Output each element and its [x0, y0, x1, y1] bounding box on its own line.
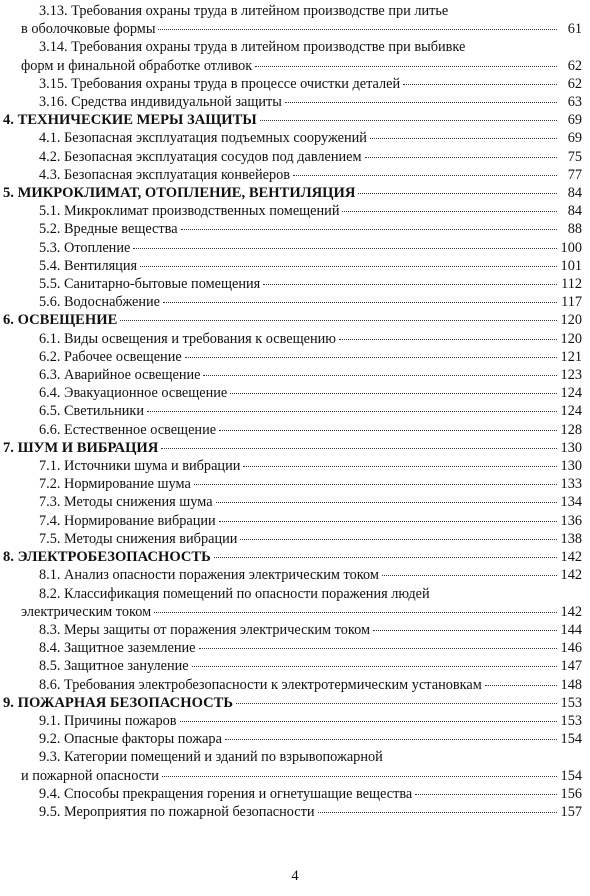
toc-line: [21, 457, 582, 475]
toc-page-number: 130: [560, 439, 582, 456]
toc-subsection-entry: [3, 421, 582, 439]
toc-page-number: 123: [560, 367, 582, 384]
toc-line: [21, 293, 582, 311]
toc-subsection-entry: [3, 657, 582, 675]
toc-entry-title: 8. ЭЛЕКТРОБЕЗОПАСНОСТЬ: [3, 549, 211, 566]
toc-page-number: 146: [560, 640, 582, 657]
toc-subsection-entry: [3, 566, 582, 584]
toc-page-number: 77: [567, 166, 582, 183]
toc-entry-title: 6.3. Аварийное освещение: [39, 367, 201, 384]
toc-subsection-entry: [3, 257, 582, 275]
toc-line: [21, 75, 582, 93]
toc-subsection-entry: [3, 93, 582, 111]
toc-entry-title: 3.16. Средства индивидуальной защиты: [39, 94, 282, 111]
toc-subsection-entry: [3, 330, 582, 348]
toc-page-number: 128: [560, 421, 582, 438]
toc-line: [21, 603, 582, 621]
toc-entry-title: 8.3. Меры защиты от поражения электрическим током: [39, 621, 371, 638]
dot-leader: [339, 339, 557, 340]
toc-page-number: 100: [560, 239, 582, 256]
dot-leader: [180, 721, 557, 722]
toc-line: [21, 475, 582, 493]
toc-subsection-entry: [3, 384, 582, 402]
toc-entry-title: 7.3. Методы снижения шума: [39, 494, 213, 511]
toc-page-number: 124: [560, 385, 582, 402]
toc-page-number: 153: [560, 694, 582, 711]
toc-page-number: 88: [567, 221, 582, 238]
toc-entry-title: 4.3. Безопасная эксплуатация конвейеров: [39, 166, 291, 183]
toc-entry-title: 8.6. Требования электробезопасности к электротермическим установкам: [39, 676, 482, 693]
toc-section-heading: [3, 184, 582, 202]
toc-page-number: 144: [560, 621, 582, 638]
toc-entry-title: 9.3. Категории помещений и зданий по взрывопожарной: [39, 749, 383, 766]
toc-page-number: 154: [560, 731, 582, 748]
dot-leader: [403, 84, 557, 85]
toc-subsection-entry: [3, 129, 582, 147]
dot-leader: [199, 648, 558, 649]
toc-entry-title: в оболочковые формы: [21, 21, 156, 38]
toc-page-number: 63: [567, 94, 582, 111]
toc-page-number: 142: [560, 603, 582, 620]
toc-subsection-entry: [3, 475, 582, 493]
toc-page-number: 154: [560, 767, 582, 784]
dot-leader: [154, 612, 557, 613]
toc-line: [21, 512, 582, 530]
toc-subsection-entry: [3, 676, 582, 694]
toc-page-number: 121: [560, 348, 582, 365]
toc-entry-title: 5.2. Вредные вещества: [39, 221, 178, 238]
toc-subsection-entry: [3, 166, 582, 184]
toc-page-number: 117: [561, 294, 582, 311]
toc-subsection-entry: [3, 2, 582, 38]
toc-entry-title: 8.4. Защитное заземление: [39, 640, 196, 657]
dot-leader: [140, 266, 557, 267]
dot-leader: [219, 430, 557, 431]
toc-entry-title: и пожарной опасности: [21, 767, 159, 784]
toc-line: [21, 621, 582, 639]
toc-entry-title: 6.5. Светильники: [39, 403, 145, 420]
toc-page-number: 112: [561, 276, 582, 293]
dot-leader: [370, 138, 557, 139]
toc-line: [21, 220, 582, 238]
toc-subsection-entry: [3, 512, 582, 530]
toc-entry-title: 4. ТЕХНИЧЕСКИЕ МЕРЫ ЗАЩИТЫ: [3, 112, 257, 129]
toc-entry-title: 3.13. Требования охраны труда в литейном производстве при литье: [39, 3, 449, 19]
dot-leader: [158, 29, 557, 30]
toc-line: [21, 803, 582, 821]
toc-page-number: 61: [567, 21, 582, 38]
toc-line: [21, 657, 582, 675]
toc-line: [21, 530, 582, 548]
dot-leader: [255, 66, 557, 67]
toc-entry-title: 6.6. Естественное освещение: [39, 421, 217, 438]
dot-leader: [133, 248, 557, 249]
toc-page-number: 142: [560, 567, 582, 584]
toc-entry-title: 8.5. Защитное зануление: [39, 658, 189, 675]
toc-line: [3, 548, 582, 566]
toc-entry-title: 9. ПОЖАРНАЯ БЕЗОПАСНОСТЬ: [3, 694, 234, 711]
toc-line: [21, 257, 582, 275]
toc-line: [21, 202, 582, 220]
toc-subsection-entry: [3, 148, 582, 166]
toc-page-number: 130: [560, 458, 582, 475]
toc-line: [21, 748, 582, 766]
toc-line: [21, 2, 582, 20]
toc-subsection-entry: [3, 220, 582, 238]
toc-entry-title: 3.14. Требования охраны труда в литейном производстве при выбивке: [39, 39, 466, 56]
dot-leader: [225, 739, 557, 740]
toc-entry-title: 9.5. Мероприятия по пожарной безопасности: [39, 803, 315, 820]
toc-entry-title: 7.1. Источники шума и вибрации: [39, 458, 241, 475]
toc-line: [21, 676, 582, 694]
toc-entry-title: 5. МИКРОКЛИМАТ, ОТОПЛЕНИЕ, ВЕНТИЛЯЦИЯ: [3, 185, 356, 202]
toc-entry-title: 8.2. Классификация помещений по опасности поражения людей: [39, 585, 430, 602]
toc-line: [21, 421, 582, 439]
toc-entry-title: 5.6. Водоснабжение: [39, 294, 161, 311]
dot-leader: [161, 448, 557, 449]
toc-subsection-entry: [3, 202, 582, 220]
toc-line: [3, 311, 582, 329]
dot-leader: [120, 320, 557, 321]
toc-subsection-entry: [3, 621, 582, 639]
toc-entry-title: 4.1. Безопасная эксплуатация подъемных сооружений: [39, 130, 367, 147]
toc-entry-title: 9.4. Способы прекращения горения и огнетушащие вещества: [39, 785, 413, 802]
toc-page-number: 101: [560, 257, 582, 274]
toc-line: [21, 402, 582, 420]
dot-leader: [236, 703, 557, 704]
toc-subsection-entry: [3, 275, 582, 293]
toc-subsection-entry: [3, 493, 582, 511]
toc-line: [21, 730, 582, 748]
toc-entry-title: 5.5. Санитарно-бытовые помещения: [39, 276, 261, 293]
toc-line: [21, 129, 582, 147]
toc-page-number: 62: [567, 57, 582, 74]
dot-leader: [365, 157, 557, 158]
toc-line: [3, 184, 582, 202]
toc-section-heading: [3, 439, 582, 457]
dot-leader: [373, 630, 557, 631]
toc-line: [21, 384, 582, 402]
toc-line: [21, 20, 582, 38]
table-of-contents: [3, 2, 582, 821]
toc-subsection-entry: [3, 585, 582, 621]
page-number: 4: [291, 868, 299, 884]
toc-line: [21, 566, 582, 584]
toc-entry-title: 6.4. Эвакуационное освещение: [39, 385, 228, 402]
dot-leader: [382, 575, 557, 576]
toc-line: [21, 366, 582, 384]
dot-leader: [260, 120, 557, 121]
toc-line: [21, 348, 582, 366]
dot-leader: [185, 357, 557, 358]
dot-leader: [485, 685, 557, 686]
toc-subsection-entry: [3, 38, 582, 74]
toc-subsection-entry: [3, 239, 582, 257]
toc-section-heading: [3, 111, 582, 129]
toc-page-number: 120: [560, 330, 582, 347]
toc-page-number: 148: [560, 676, 582, 693]
toc-subsection-entry: [3, 75, 582, 93]
toc-line: [21, 712, 582, 730]
toc-line: [3, 694, 582, 712]
toc-subsection-entry: [3, 803, 582, 821]
toc-line: [21, 639, 582, 657]
toc-line: [21, 767, 582, 785]
toc-subsection-entry: [3, 402, 582, 420]
toc-page-number: 136: [560, 512, 582, 529]
toc-page-number: 84: [567, 185, 582, 202]
toc-page-number: 69: [567, 112, 582, 129]
toc-page-number: 147: [560, 658, 582, 675]
dot-leader: [162, 776, 557, 777]
toc-page-number: 120: [560, 312, 582, 329]
toc-line: [21, 585, 582, 603]
dot-leader: [285, 102, 557, 103]
toc-entry-title: 6. ОСВЕЩЕНИЕ: [3, 312, 118, 329]
toc-line: [21, 166, 582, 184]
toc-page-number: 124: [560, 403, 582, 420]
toc-entry-title: 7. ШУМ И ВИБРАЦИЯ: [3, 439, 159, 456]
toc-subsection-entry: [3, 348, 582, 366]
toc-page-number: 134: [560, 494, 582, 511]
toc-line: [3, 111, 582, 129]
toc-subsection-entry: [3, 712, 582, 730]
toc-subsection-entry: [3, 293, 582, 311]
dot-leader: [163, 302, 557, 303]
toc-entry-title: электрическим током: [21, 603, 152, 620]
toc-subsection-entry: [3, 366, 582, 384]
dot-leader: [203, 375, 557, 376]
toc-page-number: 62: [567, 75, 582, 92]
toc-entry-title: 9.2. Опасные факторы пожара: [39, 731, 222, 748]
dot-leader: [230, 393, 557, 394]
toc-subsection-entry: [3, 457, 582, 475]
toc-entry-title: 5.3. Отопление: [39, 239, 131, 256]
toc-entry-title: 7.4. Нормирование вибрации: [39, 512, 216, 529]
toc-page-number: 157: [560, 803, 582, 820]
dot-leader: [263, 284, 557, 285]
dot-leader: [216, 502, 557, 503]
toc-page-number: 142: [560, 549, 582, 566]
toc-entry-title: 8.1. Анализ опасности поражения электрическим током: [39, 567, 379, 584]
toc-subsection-entry: [3, 639, 582, 657]
toc-line: [21, 785, 582, 803]
toc-page-number: 69: [567, 130, 582, 147]
dot-leader: [181, 229, 557, 230]
dot-leader: [214, 557, 557, 558]
toc-line: [3, 439, 582, 457]
toc-entry-title: форм и финальной обработке отливок: [21, 57, 253, 74]
dot-leader: [243, 466, 557, 467]
dot-leader: [415, 794, 557, 795]
dot-leader: [358, 193, 557, 194]
toc-subsection-entry: [3, 730, 582, 748]
toc-entry-title: 6.2. Рабочее освещение: [39, 348, 182, 365]
dot-leader: [318, 812, 557, 813]
toc-entry-title: 5.4. Вентиляция: [39, 257, 138, 274]
dot-leader: [192, 666, 557, 667]
toc-section-heading: [3, 311, 582, 329]
dot-leader: [293, 175, 557, 176]
toc-section-heading: [3, 694, 582, 712]
toc-page-number: 138: [560, 530, 582, 547]
toc-entry-title: 4.2. Безопасная эксплуатация сосудов под давлением: [39, 148, 362, 165]
toc-section-heading: [3, 548, 582, 566]
toc-line: [21, 148, 582, 166]
toc-subsection-entry: [3, 785, 582, 803]
toc-subsection-entry: [3, 748, 582, 784]
toc-entry-title: 5.1. Микроклимат производственных помещений: [39, 203, 340, 220]
toc-entry-title: 9.1. Причины пожаров: [39, 712, 177, 729]
toc-page-number: 84: [567, 203, 582, 220]
dot-leader: [240, 539, 557, 540]
toc-page-number: 153: [560, 712, 582, 729]
toc-line: [21, 239, 582, 257]
toc-line: [21, 493, 582, 511]
toc-entry-title: 3.15. Требования охраны труда в процессе очистки деталей: [39, 75, 401, 92]
toc-page-number: 133: [560, 476, 582, 493]
toc-page-number: 156: [560, 785, 582, 802]
toc-line: [21, 275, 582, 293]
toc-line: [21, 38, 582, 56]
dot-leader: [194, 484, 557, 485]
toc-entry-title: 7.5. Методы снижения вибрации: [39, 530, 238, 547]
toc-line: [21, 93, 582, 111]
toc-entry-title: 7.2. Нормирование шума: [39, 476, 191, 493]
dot-leader: [147, 411, 557, 412]
toc-line: [21, 330, 582, 348]
toc-line: [21, 57, 582, 75]
toc-page-number: 75: [567, 148, 582, 165]
toc-subsection-entry: [3, 530, 582, 548]
toc-entry-title: 6.1. Виды освещения и требования к освещению: [39, 330, 336, 347]
dot-leader: [342, 211, 557, 212]
dot-leader: [219, 521, 557, 522]
